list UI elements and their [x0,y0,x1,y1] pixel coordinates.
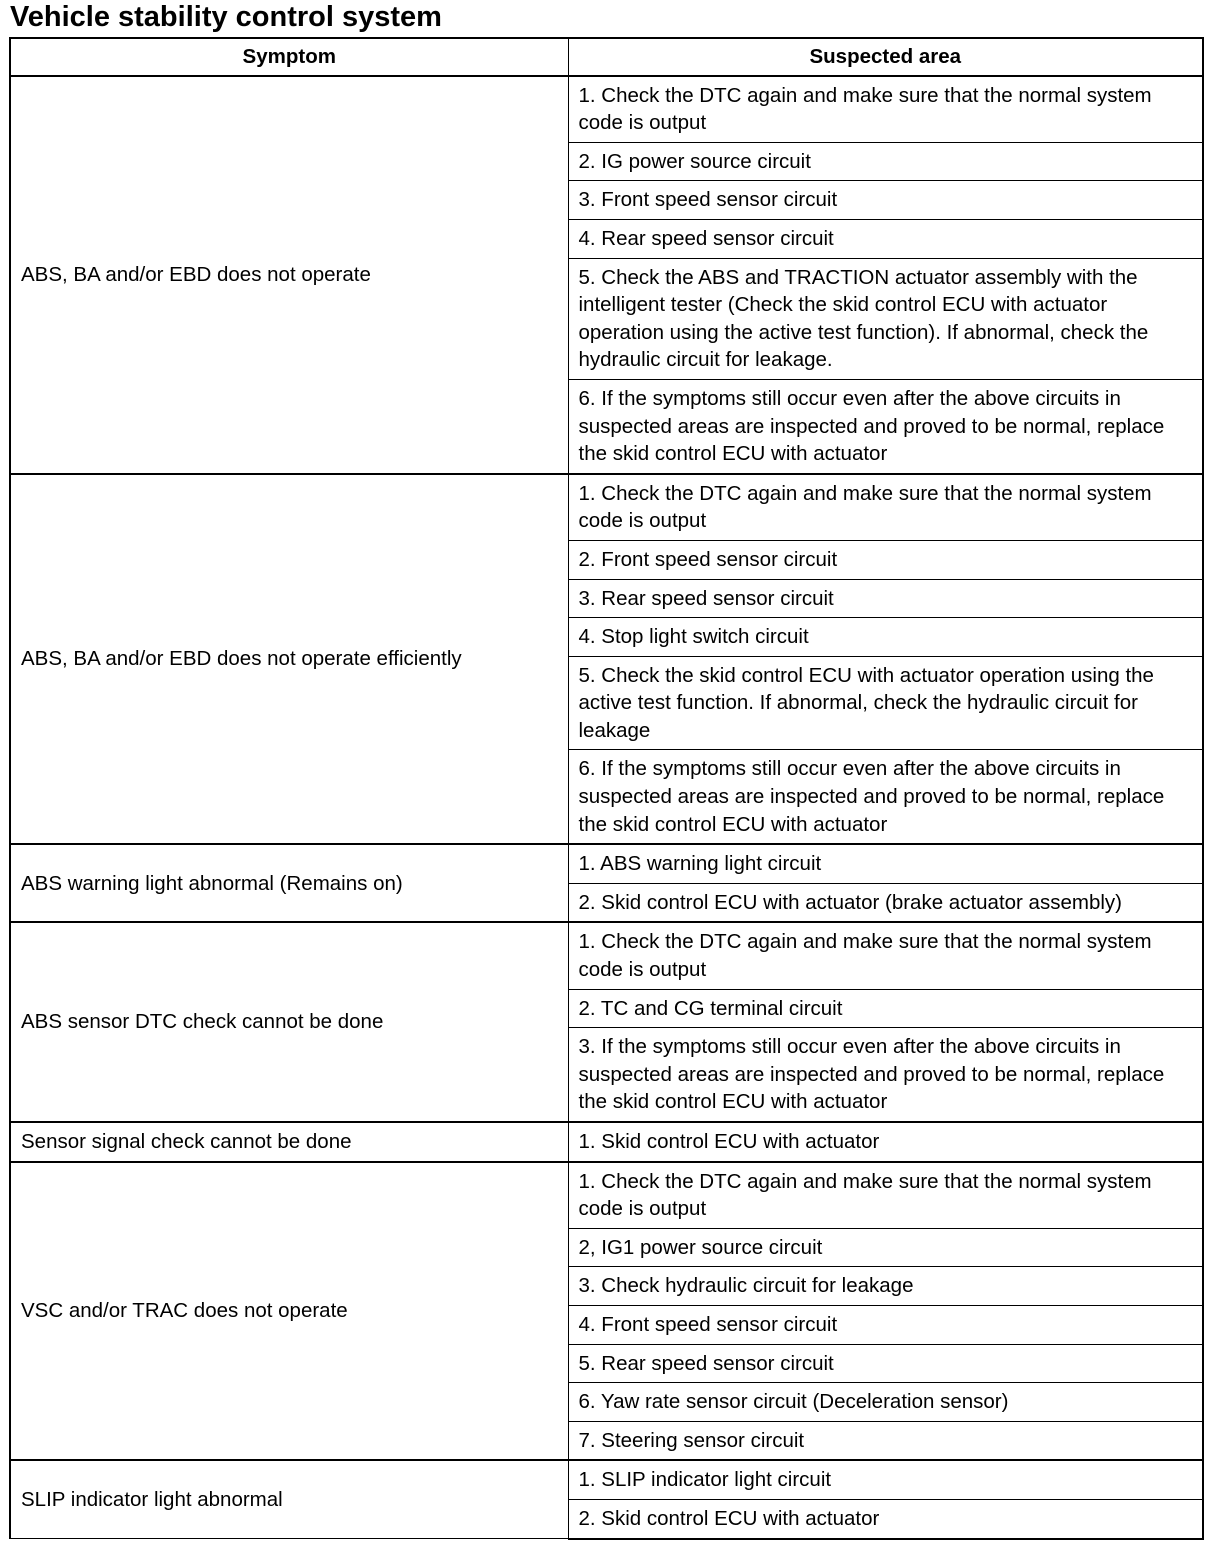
suspected-area-cell: 2. Skid control ECU with actuator (brake actuator assembly) [568,883,1203,922]
page-title: Vehicle stability control system [10,1,442,33]
symptom-cell: SLIP indicator light abnormal [10,1460,568,1538]
table-row [10,1122,1203,1162]
suspected-area-cell: 2. Skid control ECU with actuator [568,1499,1203,1538]
symptom-cell: ABS, BA and/or EBD does not operate [10,76,568,474]
table-row [10,76,1203,143]
suspected-area-cell: 4. Front speed sensor circuit [568,1305,1203,1344]
symptom-cell: ABS sensor DTC check cannot be done [10,922,568,1122]
suspected-area-cell: 7. Steering sensor circuit [568,1421,1203,1460]
suspected-area-cell: 5. Check the skid control ECU with actuator operation using the active test function. If abnormal, check the hydraulic circuit for leakage [568,656,1203,750]
suspected-area-cell: 2, IG1 power source circuit [568,1228,1203,1267]
suspected-area-cell: 1. Check the DTC again and make sure that the normal system code is output [568,922,1203,989]
table-row [10,844,1203,883]
table-row [10,922,1203,989]
suspected-area-cell: 4. Stop light switch circuit [568,618,1203,657]
suspected-area-cell: 1. Skid control ECU with actuator [568,1122,1203,1162]
suspected-area-cell: 4. Rear speed sensor circuit [568,219,1203,258]
suspected-area-cell: 2. IG power source circuit [568,142,1203,181]
symptom-cell: ABS warning light abnormal (Remains on) [10,844,568,922]
suspected-area-cell: 5. Rear speed sensor circuit [568,1344,1203,1383]
suspected-area-cell: 3. Check hydraulic circuit for leakage [568,1267,1203,1306]
suspected-area-cell: 6. Yaw rate sensor circuit (Deceleration sensor) [568,1383,1203,1422]
symptom-column-header: Symptom [10,38,568,76]
suspected-area-cell: 1. SLIP indicator light circuit [568,1460,1203,1499]
suspected-area-cell: 2. TC and CG terminal circuit [568,989,1203,1028]
suspected-area-cell: 5. Check the ABS and TRACTION actuator assembly with the intelligent tester (Check the skid control ECU with actuator operation using the active test function). If abnormal, check the hydraulic circuit for leakage. [568,258,1203,379]
problem-symptoms-table [9,37,1204,1540]
suspected-area-cell: 3. Front speed sensor circuit [568,181,1203,220]
symptom-cell: Sensor signal check cannot be done [10,1122,568,1162]
suspected-area-column-header: Suspected area [568,38,1203,76]
symptom-cell: VSC and/or TRAC does not operate [10,1162,568,1461]
suspected-area-cell: 3. If the symptoms still occur even after the above circuits in suspected areas are inspected and proved to be normal, replace the skid control ECU with actuator [568,1028,1203,1122]
table-header-row [10,38,1203,76]
table-row [10,1460,1203,1499]
table-row [10,474,1203,541]
suspected-area-cell: 1. Check the DTC again and make sure that the normal system code is output [568,76,1203,143]
suspected-area-cell: 2. Front speed sensor circuit [568,540,1203,579]
suspected-area-cell: 3. Rear speed sensor circuit [568,579,1203,618]
suspected-area-cell: 6. If the symptoms still occur even after the above circuits in suspected areas are inspected and proved to be normal, replace the skid control ECU with actuator [568,750,1203,844]
suspected-area-cell: 1. ABS warning light circuit [568,844,1203,883]
suspected-area-cell: 6. If the symptoms still occur even after the above circuits in suspected areas are inspected and proved to be normal, replace the skid control ECU with actuator [568,379,1203,473]
table-row [10,1162,1203,1229]
suspected-area-cell: 1. Check the DTC again and make sure that the normal system code is output [568,474,1203,541]
symptom-cell: ABS, BA and/or EBD does not operate efficiently [10,474,568,845]
suspected-area-cell: 1. Check the DTC again and make sure that the normal system code is output [568,1162,1203,1229]
table-body [10,76,1203,1539]
